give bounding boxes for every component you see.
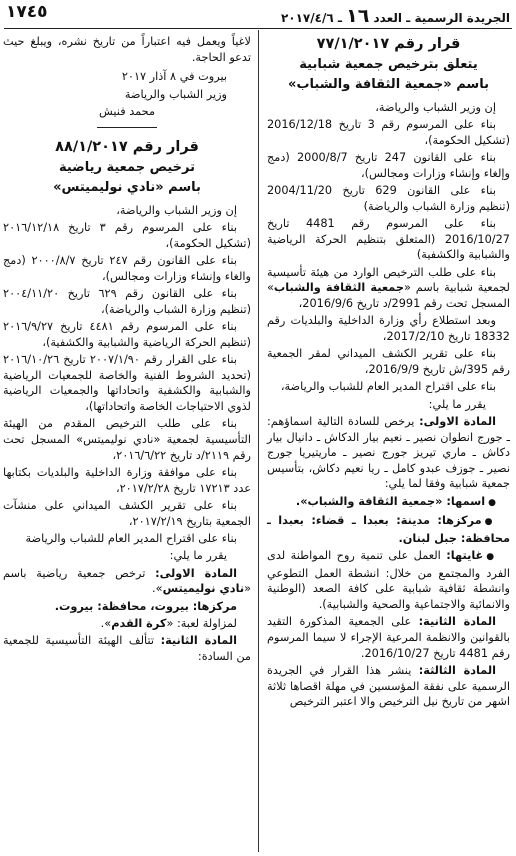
sport-item xyxy=(3,616,251,632)
article-3 xyxy=(267,663,510,710)
decision-88-subtitle: ترخيص جمعية رياضية xyxy=(58,160,196,176)
page-header xyxy=(4,2,512,29)
paragraph: بناء على القانون 247 تاريخ 2000/8/7 (دمج وإلغاء وإنشاء وزارات ومجالس)، xyxy=(267,151,510,180)
paragraph: بناء على المرسوم رقم 3 تاريخ 2016/12/18 (تشكيل الحكومة)، xyxy=(267,118,510,147)
separator-rule xyxy=(97,127,157,129)
text-span: ». xyxy=(100,617,112,631)
club-name: نادي نوليميتس xyxy=(162,582,245,596)
decision-88-title: قرار رقم ٨٨/١/٢٠١٧ xyxy=(55,139,199,156)
hq-item xyxy=(3,599,251,615)
sport-name: كرة القدم xyxy=(111,617,167,631)
column-divider xyxy=(258,30,259,852)
item-label: مركزها: xyxy=(437,514,482,528)
page-number: ١٧٤٥ xyxy=(6,2,48,22)
goal-item xyxy=(267,548,510,612)
article-text: يرخص للسادة التالية اسماؤهم: ـ جورج انطوان نصير ـ نعيم بيار الدكاش ـ دانيال بيار دكاش ـ ماري تيريز جورج نصير ـ ماريتيريا جورج نصير ـ جوزف عبدو كامل ـ ريا نعيم دكاش، بتأسيس جمعية شبابية وفقا لما يلي: xyxy=(267,415,510,491)
article-label: المادة الثالثة: xyxy=(418,663,496,677)
paragraph: إن وزير الشباب والرياضة، xyxy=(375,100,496,114)
article-text: ينشر هذا القرار في الجريدة الرسمية على نفقة المؤسسين في مهلة اقصاها ثلاثة اشهر من تاريخ نيل الترخيص والا اعتبر الترخيص xyxy=(267,663,510,709)
paragraph: بناء على القانون رقم ٦٢٩ تاريخ ٢٠٠٤/١١/٢٠ (تنظيم وزارة الشباب والرياضة)، xyxy=(3,287,251,316)
item-value: مدينة: بعبدا ـ قضاء: بعبدا ـ محافظة: جبل لبنان. xyxy=(267,514,510,545)
item-value: العمل على تنمية روح المواطنة لدى الفرد والمجتمع من خلال: انشطة العمل التطوعي وانشطة ثقافية شبابية على كافة الصعد (الوطنية والانمائية والاجتماعية والصحية والشبابية). xyxy=(267,549,510,611)
paragraph: بناء على القانون رقم ٢٤٧ تاريخ ٢٠٠٠/٨/٧ (دمج والغاء وإنشاء وزارات ومجالس)، xyxy=(3,254,251,283)
article-text: على الجمعية المذكورة التقيد بالقوانين والانظمة المرعية الإجراء لا سيما المرسوم رقم 4481 تاريخ 2016/10/27. xyxy=(267,615,510,660)
paragraph: بناء على القرار رقم ٢٠٠٧/١/٩٠ تاريخ ٢٠١٦/١٠/٢٦ (تحديد الشروط الفنية والخاصة للجمعيات الرياضية والشبابية والكشفية واتحاداتها والجمعيات الرياضية لذوي الاحتياجات الخاصة واتحاداتها)، xyxy=(3,353,251,413)
item-label: مركزها: xyxy=(192,599,237,613)
paragraph: بناء على طلب الترخيص المقدم من الهيئة التأسيسية لجمعية «نادي نوليميتس» المسجل تحت رقم ٢١١٩/د تاريخ ٢٠١٦/٦/٢٢، xyxy=(3,417,251,462)
decision-77-title: قرار رقم ٧٧/١/٢٠١٧ xyxy=(316,36,461,52)
text-span: بناء على طلب الترخيص الوارد من هيئة تأسيسية لجمعية شبابية باسم « xyxy=(267,265,510,295)
header-title xyxy=(281,5,510,27)
paragraph: وبعد استطلاع رأي وزارة الداخلية والبلديات رقم 18332 تاريخ 2017/2/10، xyxy=(267,314,510,343)
minister-title: وزير الشباب والرياضة xyxy=(124,87,227,101)
paragraph: بناء على تقرير الكشف الميداني لمقر الجمعية رقم 395/ش تاريخ 2016/9/9، xyxy=(267,347,510,376)
article-1 xyxy=(3,566,251,597)
article-label: المادة الاولى: xyxy=(155,566,238,580)
article-text: ترخص جمعية رياضية باسم « xyxy=(3,566,251,596)
paragraph: بناء على اقتراح المدير العام للشباب والرياضة xyxy=(25,531,237,545)
article-label: المادة الثانية: xyxy=(418,615,496,629)
paragraph: بناء على اقتراح المدير العام للشباب والرياضة، xyxy=(280,380,496,394)
header-title-prefix: الجريدة الرسمية ـ العدد xyxy=(373,11,510,25)
article-2 xyxy=(3,633,251,664)
decision-77-subtitle: يتعلق بترخيص جمعية شبابية xyxy=(299,57,478,72)
item-value: بيروت، محافظة: بيروت. xyxy=(54,599,193,613)
header-date: ـ ٢٠١٧/٤/٦ xyxy=(280,11,342,25)
paragraph xyxy=(267,265,510,312)
right-column xyxy=(267,34,510,712)
decision-88-subtitle-name: باسم «نادي نوليميتس» xyxy=(53,179,201,195)
paragraph: يقرر ما يلي: xyxy=(169,549,227,563)
paragraph: بناء على المرسوم رقم ٤٤٨١ تاريخ ٢٠١٦/٩/٢٧ (تنظيم الحركة الرياضية والشبابية والكشفية)، xyxy=(3,320,251,349)
paragraph: بناء على المرسوم رقم 4481 تاريخ 2016/10/27 (المتعلق بتنظيم الحركة الرياضية والشبابية والكشفية) xyxy=(267,217,510,262)
text-span: لمزاولة لعبة: « xyxy=(166,617,237,631)
paragraph: يقرر ما يلي: xyxy=(428,397,486,411)
left-column xyxy=(3,34,251,666)
paragraph: بناء على تقرير الكشف الميداني على منشآت الجمعية بتاريخ ٢٠١٧/٢/١٩، xyxy=(3,498,251,528)
decision-77-subtitle-name: باسم «جمعية الثقافة والشباب» xyxy=(288,76,489,92)
hq-item xyxy=(267,513,510,546)
minister-name: محمد فنيش xyxy=(98,104,155,118)
header-issue-number: ١٦ xyxy=(346,5,370,27)
item-value: «جمعية الثقافة والشباب». xyxy=(295,494,447,508)
article-1 xyxy=(267,414,510,492)
article-2 xyxy=(267,614,510,661)
association-name: جمعية الثقافة والشباب xyxy=(273,281,404,295)
paragraph: بناء على المرسوم رقم ٣ تاريخ ٢٠١٦/١٢/١٨ (تشكيل الحكومة)، xyxy=(3,221,251,250)
paragraph: بناء على موافقة وزارة الداخلية والبلديات بكتابها عدد ١٧٢١٣ تاريخ ٢٠١٧/٢/٢٨، xyxy=(3,465,251,495)
article-label: المادة الاولى: xyxy=(419,415,496,429)
text-span: » المسجل تحت رقم 2991/د تاريخ 2016/9/6، xyxy=(267,281,510,310)
paragraph: بناء على القانون 629 تاريخ 2004/11/20 (تنظيم وزارة الشباب والرياضة) xyxy=(267,184,510,213)
text-span: ». xyxy=(152,582,163,596)
place-date: بيروت في ٨ آذار ٢٠١٧ xyxy=(121,70,227,84)
item-label: اسمها: xyxy=(446,494,486,508)
paragraph: لاغياً ويعمل فيه اعتباراً من تاريخ نشره، ويبلغ حيث تدعو الحاجة. xyxy=(3,35,251,64)
article-text: تتألف الهيئة التأسيسية للجمعية من السادة: xyxy=(3,634,251,664)
name-item xyxy=(267,494,510,512)
paragraph: إن وزير الشباب والرياضة، xyxy=(116,203,237,217)
article-label: المادة الثانية: xyxy=(160,634,237,648)
item-label: غايتها: xyxy=(446,549,484,563)
